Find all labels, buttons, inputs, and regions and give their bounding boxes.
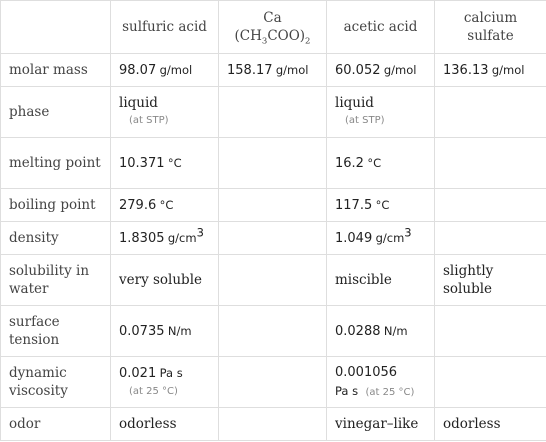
condition-note: (at STP) xyxy=(345,115,385,126)
row-solubility xyxy=(1,255,546,306)
row-melting-point xyxy=(1,138,546,189)
cell-melting-ca-acetate xyxy=(219,138,327,189)
cell-odor-ca-acetate xyxy=(219,408,327,441)
column-header-formula-a: (CH xyxy=(234,28,262,44)
value: slightly soluble xyxy=(443,263,494,297)
row-surface-tension xyxy=(1,306,546,357)
column-header-acetic-acid: acetic acid xyxy=(327,1,435,54)
cell-surface-tension-acetic xyxy=(327,306,435,357)
unit: g/mol xyxy=(383,62,417,77)
value: liquid xyxy=(119,95,158,111)
cell-solubility-acetic xyxy=(327,255,435,306)
cell-melting-sulfuric xyxy=(111,138,219,189)
row-phase xyxy=(1,87,546,138)
row-density xyxy=(1,222,546,255)
unit: Pa s xyxy=(159,365,183,380)
value: 60.052 xyxy=(335,62,381,78)
column-header-calcium-acetate xyxy=(219,1,327,54)
value: 136.13 xyxy=(443,62,489,78)
unit: N/m xyxy=(383,323,408,338)
cell-molar-mass-acetic xyxy=(327,54,435,87)
value: 117.5 xyxy=(335,197,373,213)
unit: g/mol xyxy=(275,62,309,77)
cell-solubility-sulfuric xyxy=(111,255,219,306)
cell-density-caso4 xyxy=(435,222,546,255)
cell-phase-acetic xyxy=(327,87,435,138)
value: vinegar–like xyxy=(335,416,419,432)
unit-exponent: 3 xyxy=(196,225,204,239)
value: 0.0735 xyxy=(119,323,165,339)
row-label-melting-point: melting point xyxy=(1,138,111,189)
unit: Pa s xyxy=(335,383,359,398)
value: 10.371 xyxy=(119,155,165,171)
unit: g/cm xyxy=(167,230,197,245)
row-label-boiling-point: boiling point xyxy=(1,189,111,222)
unit: °C xyxy=(367,155,382,170)
value: 0.021 xyxy=(119,365,157,381)
cell-odor-acetic xyxy=(327,408,435,441)
cell-melting-acetic xyxy=(327,138,435,189)
unit-exponent: 3 xyxy=(404,225,412,239)
column-header-ca: Ca xyxy=(263,10,282,26)
cell-surface-tension-ca-acetate xyxy=(219,306,327,357)
row-label-surface-tension: surface tension xyxy=(1,306,111,357)
cell-molar-mass-ca-acetate xyxy=(219,54,327,87)
condition-note: (at 25 °C) xyxy=(365,386,415,398)
cell-phase-ca-acetate xyxy=(219,87,327,138)
value: 16.2 xyxy=(335,155,364,171)
cell-solubility-caso4 xyxy=(435,255,546,306)
cell-boiling-caso4 xyxy=(435,189,546,222)
value: 1.049 xyxy=(335,230,373,246)
cell-odor-sulfuric xyxy=(111,408,219,441)
unit: °C xyxy=(375,197,390,212)
row-label-density: density xyxy=(1,222,111,255)
cell-boiling-ca-acetate xyxy=(219,189,327,222)
cell-boiling-sulfuric xyxy=(111,189,219,222)
unit: N/m xyxy=(167,323,192,338)
cell-solubility-ca-acetate xyxy=(219,255,327,306)
unit: °C xyxy=(159,197,174,212)
cell-density-ca-acetate xyxy=(219,222,327,255)
cell-viscosity-sulfuric xyxy=(111,357,219,408)
row-label-viscosity: dynamic viscosity xyxy=(1,357,111,408)
unit: g/cm xyxy=(375,230,405,245)
row-odor xyxy=(1,408,546,441)
column-header-formula-sub-3: 3 xyxy=(261,36,268,47)
value: 279.6 xyxy=(119,197,157,213)
column-header-sulfuric-acid: sulfuric acid xyxy=(111,1,219,54)
cell-molar-mass-sulfuric xyxy=(111,54,219,87)
unit: g/mol xyxy=(159,62,193,77)
cell-surface-tension-sulfuric xyxy=(111,306,219,357)
condition-note: (at STP) xyxy=(129,115,169,126)
value: liquid xyxy=(335,95,374,111)
row-label-odor: odor xyxy=(1,408,111,441)
value: miscible xyxy=(335,272,392,288)
cell-viscosity-ca-acetate xyxy=(219,357,327,408)
value: 98.07 xyxy=(119,62,157,78)
value: 0.0288 xyxy=(335,323,381,339)
column-header-formula-b: COO) xyxy=(267,28,306,44)
row-label-phase: phase xyxy=(1,87,111,138)
cell-density-sulfuric xyxy=(111,222,219,255)
condition-note: (at 25 °C) xyxy=(129,385,178,397)
cell-melting-caso4 xyxy=(435,138,546,189)
row-viscosity xyxy=(1,357,546,408)
value: very soluble xyxy=(119,272,203,288)
cell-molar-mass-caso4 xyxy=(435,54,546,87)
header-row xyxy=(1,1,546,54)
value: 0.001056 xyxy=(335,364,398,380)
unit: g/mol xyxy=(491,62,525,77)
row-boiling-point xyxy=(1,189,546,222)
row-label-solubility: solubility in water xyxy=(1,255,111,306)
value: odorless xyxy=(443,416,501,432)
cell-odor-caso4 xyxy=(435,408,546,441)
column-header-formula-sub-2: 2 xyxy=(305,36,311,47)
value: 1.8305 xyxy=(119,230,165,246)
cell-phase-caso4 xyxy=(435,87,546,138)
cell-surface-tension-caso4 xyxy=(435,306,546,357)
cell-density-acetic xyxy=(327,222,435,255)
row-molar-mass xyxy=(1,54,546,87)
cell-phase-sulfuric xyxy=(111,87,219,138)
row-label-molar-mass: molar mass xyxy=(1,54,111,87)
cell-viscosity-caso4 xyxy=(435,357,546,408)
value: 158.17 xyxy=(227,62,273,78)
cell-viscosity-acetic xyxy=(327,357,435,408)
column-header-calcium-sulfate: calcium sulfate xyxy=(435,1,546,54)
cell-boiling-acetic xyxy=(327,189,435,222)
value: odorless xyxy=(119,416,177,432)
unit: °C xyxy=(167,155,182,170)
corner-cell xyxy=(1,1,111,54)
